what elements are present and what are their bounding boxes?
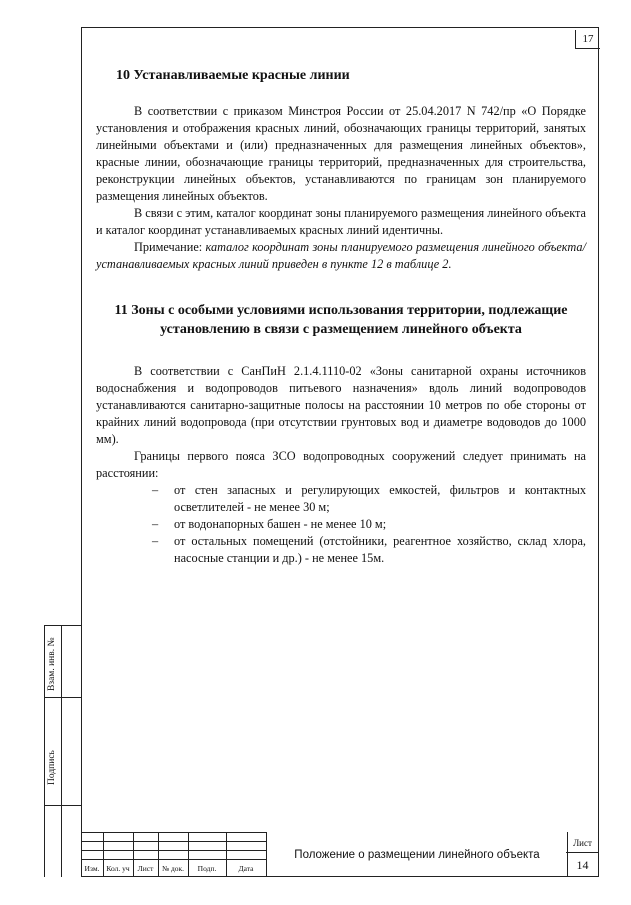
- tb-label-podp: Подп.: [197, 864, 217, 873]
- list-item: – от стен запасных и регулирующих емкостей, фильтров и контактных осветлителей - не менее 30 м;: [174, 482, 586, 516]
- tb-label-list: Лист: [137, 864, 154, 873]
- note-label: Примечание:: [134, 240, 206, 254]
- sheet-label: Лист: [566, 838, 599, 853]
- section-10-paragraph-1: В соответствии с приказом Минстроя России от 25.04.2017 N 742/пр «О Порядке установления и отображения красных линий, обозначающих границы территорий, занятых линейными объектами и (или) предназначенных для размещения линейных объектов», красные линии, обозначающие границы территорий, предназначенных для строительства, реконструкции линейных объектов, устанавливаются по границам зон планируемого размещения линейных объектов.: [96, 104, 586, 203]
- section-10-note: [96, 239, 586, 273]
- document-body: [96, 66, 586, 567]
- tb-label-izm: Изм.: [84, 864, 100, 873]
- tb-label-n-dok: № док.: [161, 864, 185, 873]
- side-label-podpis: Подпись: [47, 750, 57, 785]
- distance-list: [96, 482, 586, 567]
- note-text: каталог координат зоны планируемого размещения линейного объекта/ устанавливаемых красных линий приведен в пункте 12 в таблице 2.: [96, 240, 586, 271]
- list-item: – от остальных помещений (отстойники, реагентное хозяйство, склад хлора, насосные станции и др.) - не менее 15м.: [174, 533, 586, 567]
- section-10-paragraph-2: В связи с этим, каталог координат зоны планируемого размещения линейного объекта и каталог координат устанавливаемых красных линий идентичны.: [96, 206, 586, 237]
- list-item: – от водонапорных башен - не менее 10 м;: [174, 516, 586, 533]
- section-11-paragraph-2: Границы первого пояса ЗСО водопроводных сооружений следует принимать на расстоянии:: [96, 449, 586, 480]
- section-11-paragraph-1: В соответствии с СанПиН 2.1.4.1110-02 «Зоны санитарной охраны источников водоснабжения и водопроводов питьевого назначения» вдоль линий водопроводов устанавливаются санитарно-защитные полосы на расстоянии 10 метров по обе стороны от крайних линий водопровода (при отсутствии грунтовых вод и диаметре водоводов до 1000 мм).: [96, 364, 586, 446]
- document-title: Положение о размещении линейного объекта: [266, 832, 568, 877]
- title-block: [81, 832, 599, 877]
- section-11-title: 11 Зоны с особыми условиями использования территории, подлежащие установлению в связи с размещением линейного объекта: [114, 303, 568, 337]
- title-block-grid: [81, 832, 266, 877]
- page-number-top: 17: [575, 30, 600, 49]
- side-label-vzam: Взам. инв. №: [47, 637, 57, 691]
- tb-label-kol-uch: Кол. уч: [106, 864, 130, 873]
- section-10-title: 10 Устанавливаемые красные линии: [116, 68, 350, 83]
- side-stamp-strip: [44, 625, 81, 877]
- sheet-number: 14: [576, 858, 589, 872]
- tb-label-data: Дата: [238, 864, 254, 873]
